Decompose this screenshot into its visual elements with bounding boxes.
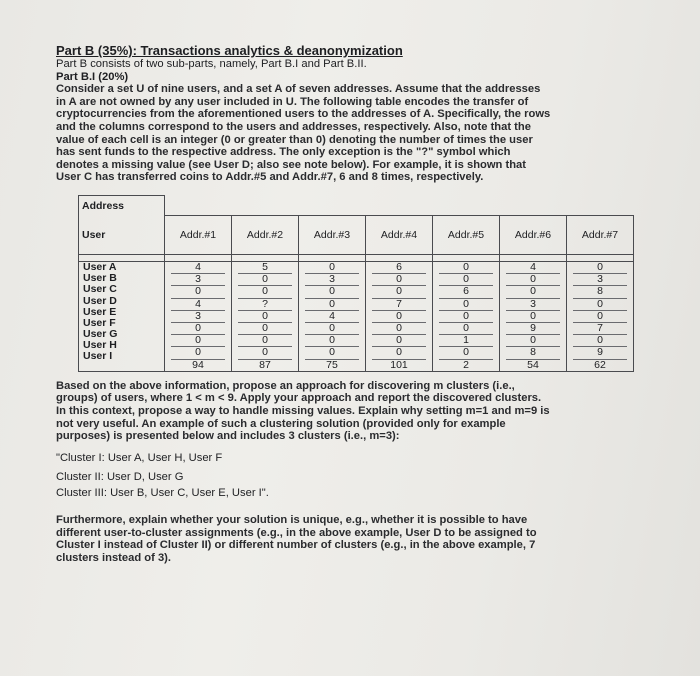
user-name: User I — [83, 350, 113, 363]
task-line: In this context, propose a way to handle missing values. Explain why setting m=1 and m=9 is — [56, 404, 550, 417]
table-cell: 7 — [573, 323, 627, 335]
intro-line: value of each cell is an integer (0 or greater than 0) denoting the number of times the user — [56, 133, 533, 146]
table-cell: 0 — [573, 299, 627, 311]
table-cell: 0 — [439, 311, 493, 323]
address-value-column — [433, 261, 500, 371]
address-value-column — [567, 261, 634, 371]
table-cell: 0 — [238, 335, 292, 347]
table-cell: 0 — [238, 311, 292, 323]
table-cell: 0 — [305, 286, 359, 298]
corner-user-label: User — [79, 216, 165, 255]
final-line: Furthermore, explain whether your solution is unique, e.g., whether it is possible to have — [56, 514, 528, 527]
address-value-column — [500, 261, 567, 371]
table-cell: 2 — [463, 358, 469, 371]
table-cell: 8 — [573, 286, 627, 298]
column-header: Addr.#7 — [567, 216, 634, 255]
table-cell: 4 — [171, 262, 225, 274]
table-cell: 4 — [305, 311, 359, 323]
user-name: User A — [83, 260, 117, 273]
intro-line: denotes a missing value (see User D; also see note below). For example, it is shown that — [56, 158, 527, 171]
table-cell: 8 — [506, 347, 560, 359]
table-cell: 3 — [506, 299, 560, 311]
subtitle: Part B consists of two sub-parts, namely, Part B.I and Part B.II. — [56, 58, 367, 70]
page-title: Part B (35%): Transactions analytics & deanonymization — [56, 43, 403, 58]
address-value-column — [165, 261, 232, 371]
task-line: groups) of users, where 1 < m < 9. Apply your approach and report the discovered clusters. — [56, 392, 542, 405]
task-line: not very useful. An example of such a clustering solution (provided only for example — [56, 417, 506, 430]
task-paragraph — [56, 380, 626, 443]
document-content — [56, 43, 626, 565]
table-cell: 6 — [439, 286, 493, 298]
table-cell: 0 — [171, 347, 225, 359]
address-value-column — [299, 261, 366, 371]
table-cell: 3 — [171, 274, 225, 286]
transfer-table — [78, 195, 634, 372]
column-header: Addr.#1 — [165, 216, 232, 255]
table-cell: 75 — [326, 358, 338, 371]
user-name: User C — [83, 283, 117, 296]
table-cell: 0 — [238, 347, 292, 359]
table-cell: 0 — [171, 335, 225, 347]
table-cell: 5 — [238, 262, 292, 274]
table-cell: 0 — [372, 274, 426, 286]
table-cell: 0 — [506, 335, 560, 347]
address-value-column — [232, 261, 299, 371]
table-cell: 0 — [305, 347, 359, 359]
table-cell: 62 — [594, 358, 606, 371]
table-cell: 0 — [238, 323, 292, 335]
table-cell: 0 — [506, 311, 560, 323]
cluster-line: Cluster III: User B, User C, User E, User I". — [56, 486, 269, 499]
table-cell: 0 — [573, 335, 627, 347]
table-cell: 0 — [238, 274, 292, 286]
final-line: Cluster I instead of Cluster II) or different number of clusters (e.g., in the above example, 7 — [56, 539, 536, 552]
final-paragraph — [56, 514, 626, 564]
table-cell: 0 — [171, 286, 225, 298]
column-header: Addr.#3 — [299, 216, 366, 255]
table-cell: 54 — [527, 358, 539, 371]
table-cell: 0 — [171, 323, 225, 335]
user-name: User E — [83, 305, 117, 318]
intro-line: and the columns correspond to the users and addresses, respectively. Also, note that the — [56, 120, 531, 133]
final-line: different user-to-cluster assignments (e.g., in the above example, User D to be assigned to — [56, 526, 537, 539]
intro-line: User C has transferred coins to Addr.#5 and Addr.#7, 6 and 8 times, respectively. — [56, 171, 484, 184]
table-cell: 0 — [439, 323, 493, 335]
table-cell: 9 — [573, 347, 627, 359]
table-cell: 4 — [171, 299, 225, 311]
table-cell: 0 — [305, 335, 359, 347]
final-line: clusters instead of 3). — [56, 552, 172, 565]
table-cell: 0 — [372, 286, 426, 298]
user-name: User B — [83, 272, 117, 285]
intro-line: has sent funds to the respective address. The only exception is the "?" symbol which — [56, 146, 511, 159]
table-cell: 6 — [372, 262, 426, 274]
table-cell: 1 — [439, 335, 493, 347]
table-cell: 9 — [506, 323, 560, 335]
address-value-column — [366, 261, 433, 371]
user-name: User F — [83, 316, 116, 329]
intro-line: in A are not owned by any user included in U. The following table encodes the transfer of — [56, 95, 529, 108]
table-cell: 0 — [372, 347, 426, 359]
corner-address-label: Address — [79, 195, 165, 216]
table-cell: 101 — [390, 358, 408, 371]
table-cell: 87 — [259, 358, 271, 371]
table-cell: 0 — [439, 262, 493, 274]
table-cell: 0 — [439, 274, 493, 286]
table-cell: 3 — [573, 274, 627, 286]
table-cell: 3 — [305, 274, 359, 286]
user-name: User D — [83, 294, 117, 307]
section-heading: Part B.I (20%) — [56, 70, 129, 83]
table-cell: 0 — [439, 347, 493, 359]
column-header: Addr.#4 — [366, 216, 433, 255]
table-cell: 94 — [192, 358, 204, 371]
intro-line: cryptocurrencies from the aforementioned users to the addresses of A. Specifically, the rows — [56, 108, 551, 121]
intro-paragraph — [56, 83, 626, 184]
task-line: purposes) is presented below and includes 3 clusters (i.e., m=3): — [56, 430, 400, 443]
table-cell: 4 — [506, 262, 560, 274]
user-name-column — [79, 261, 165, 371]
task-line: Based on the above information, propose an approach for discovering m clusters (i.e., — [56, 379, 515, 392]
column-header: Addr.#6 — [500, 216, 567, 255]
column-header: Addr.#2 — [232, 216, 299, 255]
table-cell: 0 — [305, 299, 359, 311]
cluster-line: "Cluster I: User A, User H, User F — [56, 451, 223, 464]
table-cell: 0 — [305, 323, 359, 335]
column-header: Addr.#5 — [433, 216, 500, 255]
table-cell: 7 — [372, 299, 426, 311]
cluster-line: Cluster II: User D, User G — [56, 471, 184, 484]
table-cell: 0 — [238, 286, 292, 298]
user-name: User H — [83, 339, 117, 352]
table-cell: 0 — [305, 262, 359, 274]
table-cell: 0 — [506, 286, 560, 298]
table-cell: 0 — [372, 335, 426, 347]
table-cell: ? — [238, 299, 292, 311]
table-cell: 0 — [506, 274, 560, 286]
table-cell: 0 — [372, 311, 426, 323]
table-cell: 0 — [573, 311, 627, 323]
user-name: User G — [83, 328, 118, 341]
table-cell: 0 — [372, 323, 426, 335]
intro-line: Consider a set U of nine users, and a set A of seven addresses. Assume that the addresses — [56, 83, 541, 96]
table-cell: 3 — [171, 311, 225, 323]
table-cell: 0 — [573, 262, 627, 274]
table-cell: 0 — [439, 299, 493, 311]
